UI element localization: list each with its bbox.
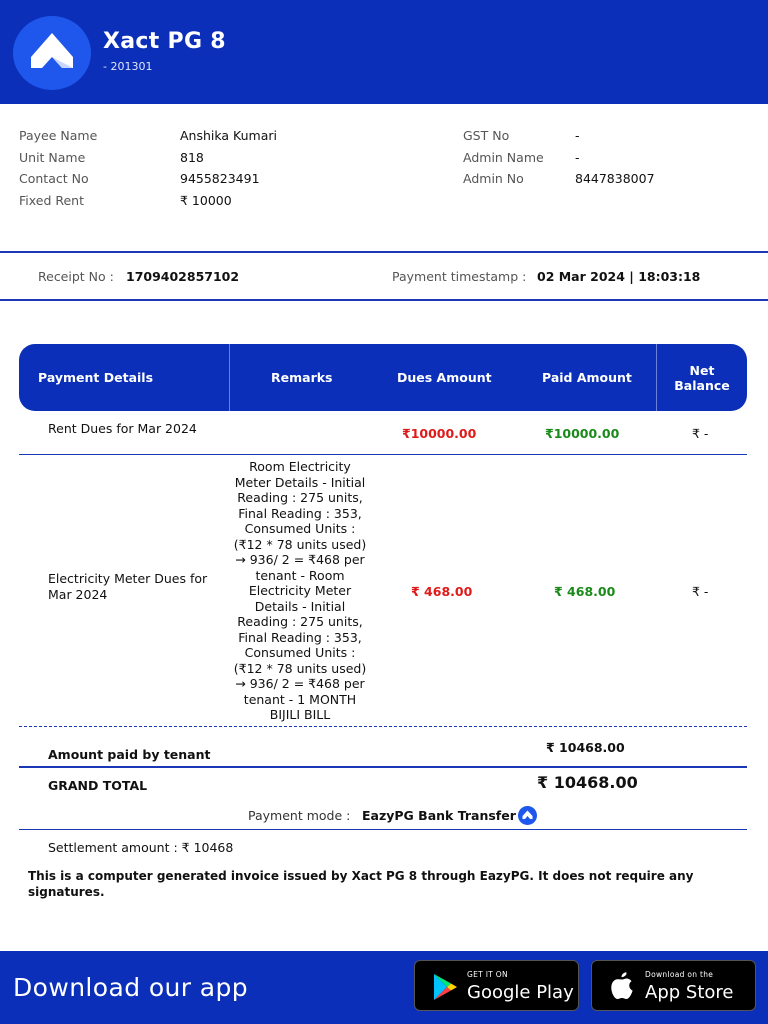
row-rent-dues: ₹10000.00 [402, 426, 477, 441]
app-store-small-text: Download on the [645, 970, 714, 979]
row-divider [19, 454, 747, 455]
header-remarks: Remarks [271, 370, 333, 385]
fixed-rent-label: Fixed Rent [19, 193, 85, 208]
header-dues-amount: Dues Amount [397, 370, 492, 385]
divider [0, 299, 768, 301]
admin-name-label: Admin Name [463, 150, 544, 165]
payment-mode-label: Payment mode : [248, 808, 351, 823]
timestamp-value: 02 Mar 2024 | 18:03:18 [537, 269, 701, 284]
row-rent-details: Rent Dues for Mar 2024 [48, 421, 197, 436]
header-divider [229, 344, 230, 411]
row-divider [19, 766, 747, 768]
contact-value: 9455823491 [180, 171, 260, 186]
download-app-text: Download our app [13, 973, 249, 1002]
row-electricity-details: Electricity Meter Dues for Mar 2024 [48, 571, 208, 602]
row-rent-paid: ₹10000.00 [545, 426, 620, 441]
admin-name-value: - [575, 150, 580, 165]
grand-total-value: ₹ 10468.00 [537, 773, 638, 792]
google-play-button[interactable] [414, 960, 579, 1011]
timestamp-label: Payment timestamp : [392, 269, 527, 284]
payee-name-label: Payee Name [19, 128, 98, 143]
eazypg-mode-icon [518, 806, 537, 825]
contact-label: Contact No [19, 171, 89, 186]
grand-total-label: GRAND TOTAL [48, 778, 148, 793]
google-play-big-text: Google Play [467, 982, 574, 1003]
header-bar [0, 0, 768, 104]
gst-label: GST No [463, 128, 510, 143]
app-store-big-text: App Store [645, 982, 734, 1003]
payment-mode-value: EazyPG Bank Transfer [362, 808, 516, 823]
row-electricity-remarks: Room Electricity Meter Details - Initial Reading : 275 units, Final Reading : 353, Consumed Units : (₹12 * 78 units used) → 936/ 2 = ₹468 per tenant - Room Electricity Meter Details - Initial Reading : 275 units, Final Reading : 353, Consumed Units : (₹12 * 78 units used) → 936/ 2 = ₹468 per tenant - 1 MONTH BIJILI BILL [233, 459, 367, 722]
apple-icon [610, 972, 634, 1001]
app-store-button[interactable] [591, 960, 756, 1011]
header-paid-amount: Paid Amount [542, 370, 632, 385]
receipt-no-label: Receipt No : [38, 269, 114, 284]
row-electricity-dues: ₹ 468.00 [411, 584, 473, 599]
footer-bar [0, 951, 768, 1024]
dashed-divider [19, 726, 747, 727]
row-electricity-paid: ₹ 468.00 [554, 584, 616, 599]
row-divider [19, 829, 747, 830]
house-logo-icon [13, 16, 91, 90]
settlement-amount: Settlement amount : ₹ 10468 [48, 840, 234, 855]
row-electricity-net: ₹ - [692, 584, 709, 599]
gst-value: - [575, 128, 580, 143]
header-net-line2: Balance [674, 377, 730, 393]
paid-by-tenant-label: Amount paid by tenant [48, 747, 211, 762]
unit-name-value: 818 [180, 150, 204, 165]
payment-table-header [19, 344, 747, 411]
fixed-rent-value: ₹ 10000 [180, 193, 232, 208]
admin-no-label: Admin No [463, 171, 524, 186]
disclaimer-text: This is a computer generated invoice issued by Xact PG 8 through EazyPG. It does not require any signatures. [28, 869, 694, 899]
header-payment-details: Payment Details [38, 370, 154, 385]
paid-by-tenant-value: ₹ 10468.00 [546, 740, 625, 755]
unit-name-label: Unit Name [19, 150, 86, 165]
pg-title: Xact PG 8 [103, 29, 226, 54]
row-rent-net: ₹ - [692, 426, 709, 441]
pg-subtitle: - 201301 [103, 60, 153, 73]
payee-name-value: Anshika Kumari [180, 128, 277, 143]
google-play-small-text: GET IT ON [467, 970, 508, 979]
google-play-icon [432, 973, 458, 1001]
header-net-line1: Net [689, 362, 715, 378]
receipt-no-value: 1709402857102 [126, 269, 240, 284]
header-net-balance [667, 344, 737, 411]
admin-no-value: 8447838007 [575, 171, 655, 186]
header-divider [656, 344, 657, 411]
divider [0, 251, 768, 253]
